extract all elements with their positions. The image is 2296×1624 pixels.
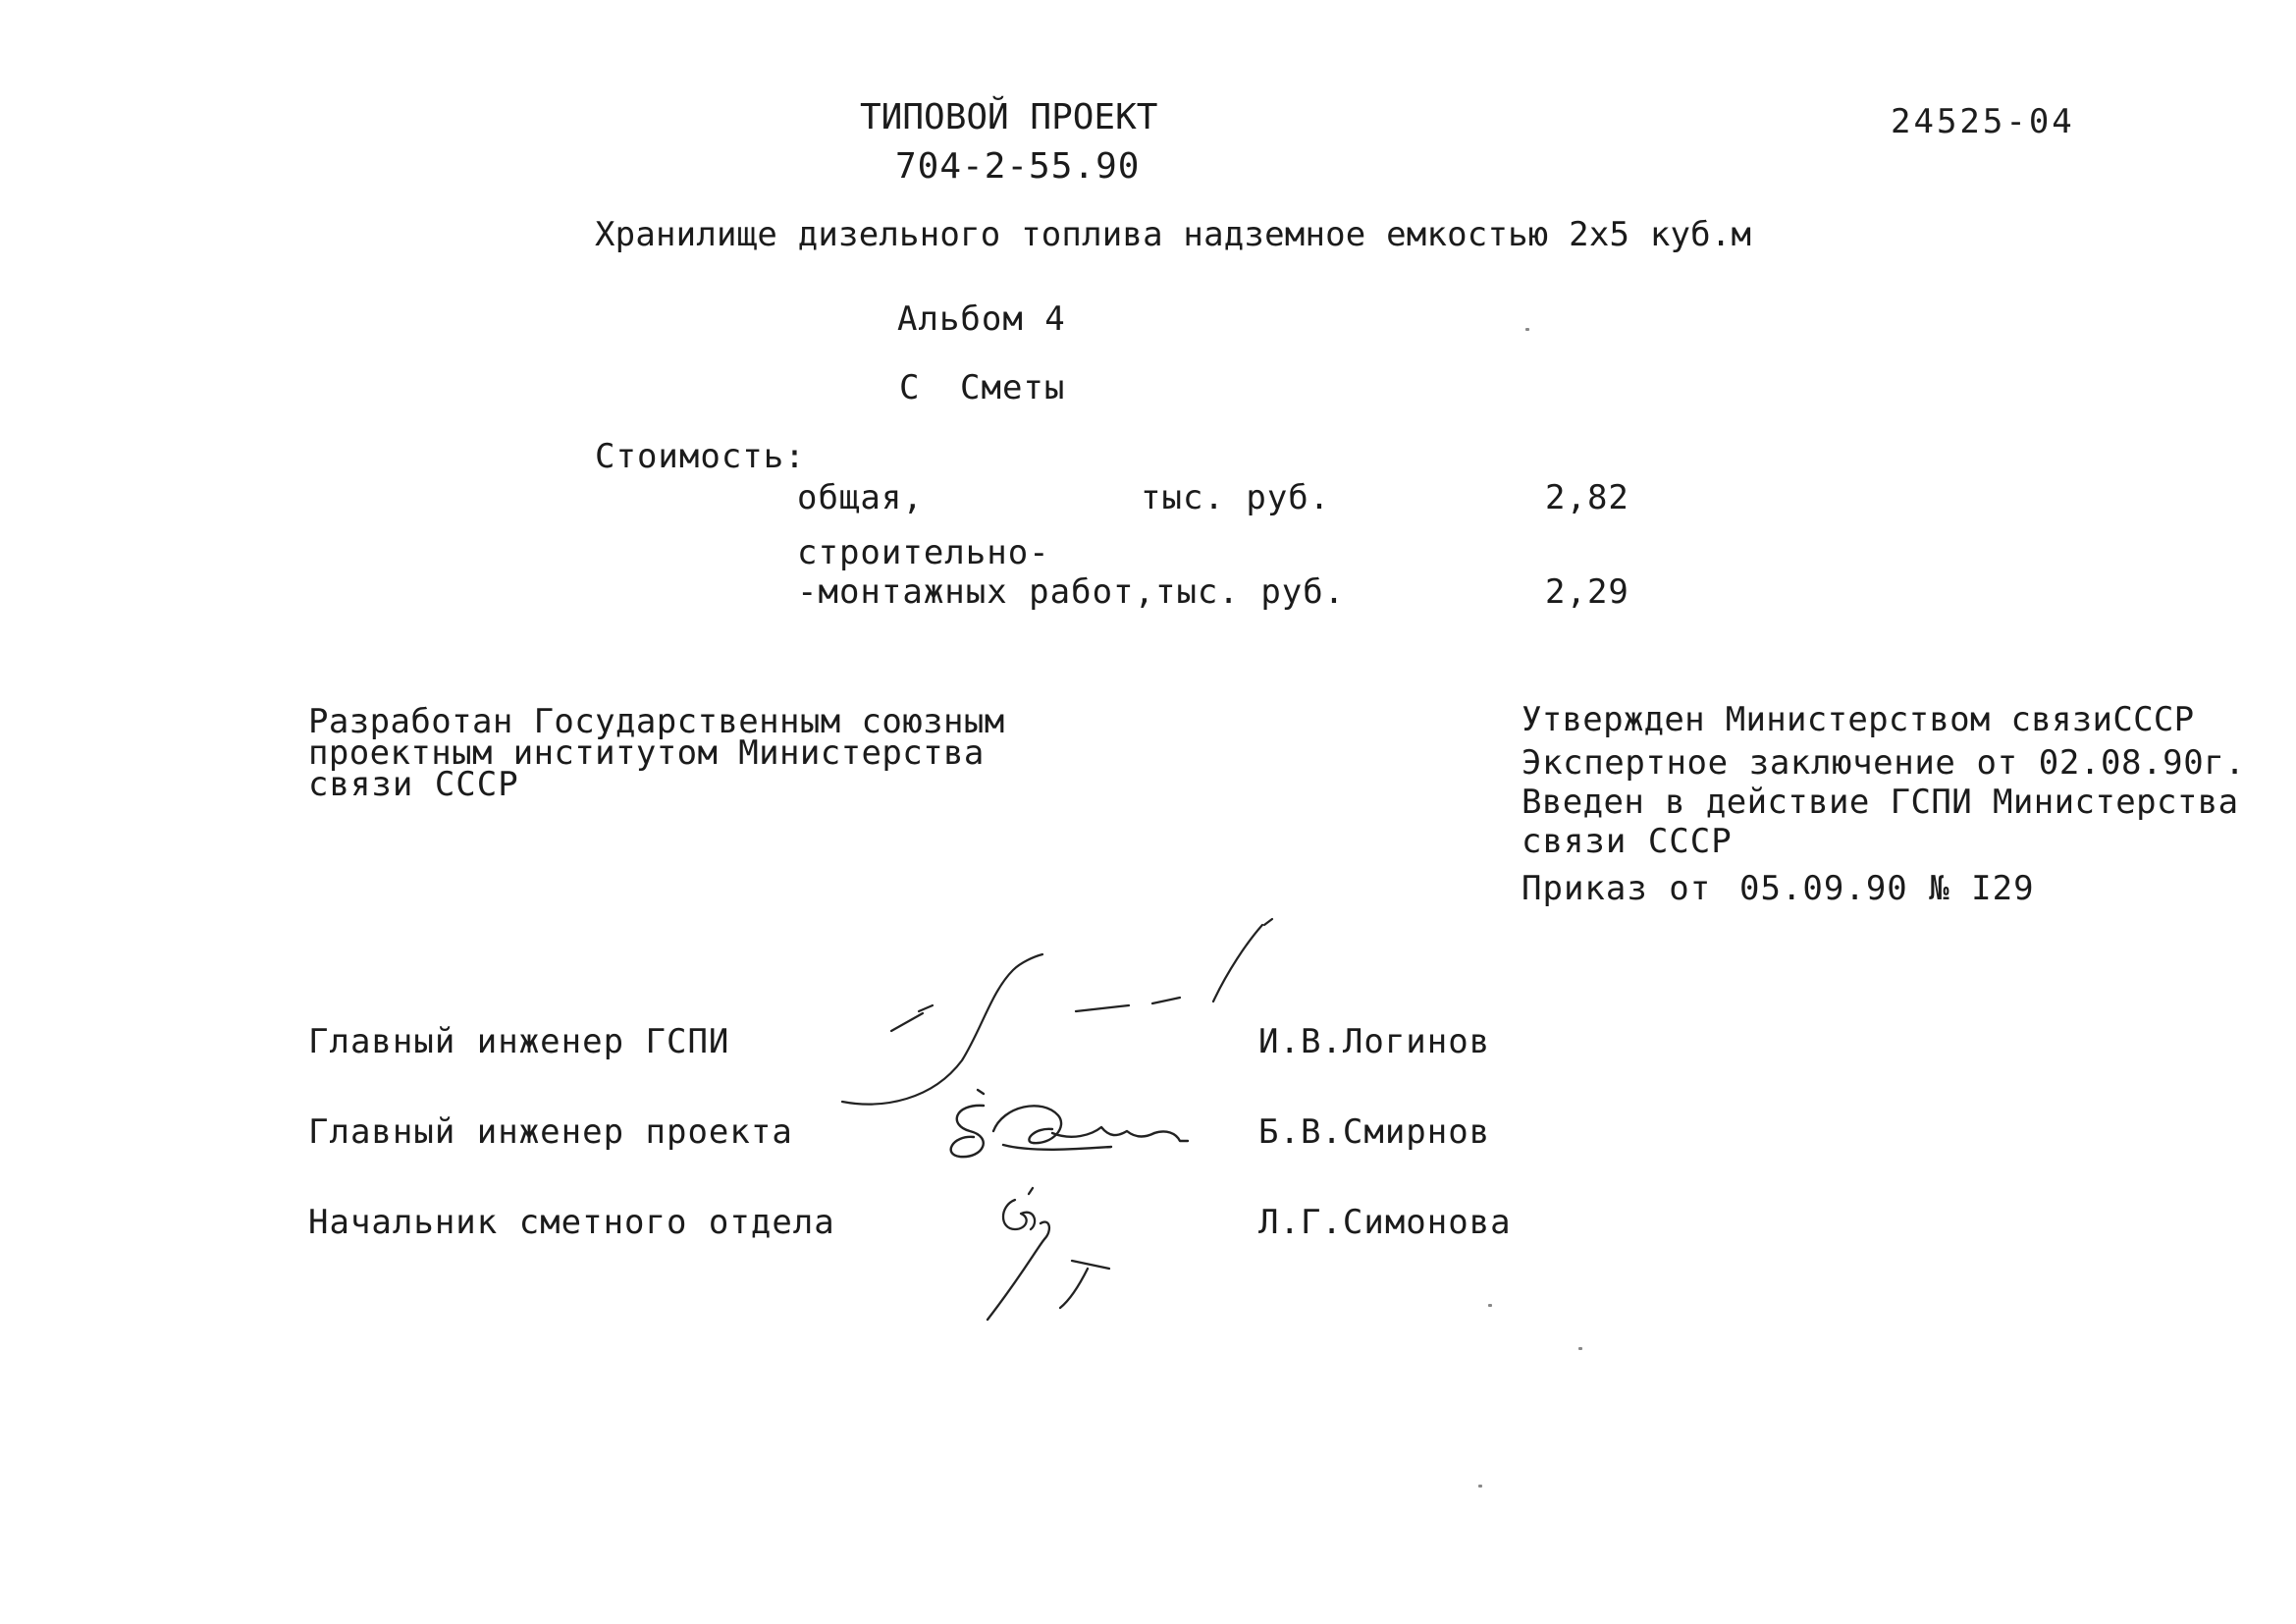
section-name: Сметы xyxy=(960,368,1066,407)
approval-line3: Введен в действие ГСПИ Министерства xyxy=(1522,783,2239,822)
order-label: Приказ от xyxy=(1522,869,1712,908)
signatory-role-2: Главный инженер проекта xyxy=(308,1112,793,1152)
cost-cm-value: 2,29 xyxy=(1545,572,1629,612)
developer-line2: проектным институтом Министерства xyxy=(308,733,985,773)
scan-speck xyxy=(1525,328,1529,331)
album-label: Альбом 4 xyxy=(897,299,1066,339)
approval-line1: Утвержден Министерством связиСССР xyxy=(1522,700,2195,739)
signature-simonova xyxy=(982,1178,1119,1326)
scan-speck xyxy=(1578,1347,1582,1350)
cost-total-value: 2,82 xyxy=(1545,478,1629,517)
section-letter: С xyxy=(899,368,921,407)
scan-speck xyxy=(1488,1304,1492,1307)
approval-line4: связи СССР xyxy=(1522,822,1733,861)
scan-speck xyxy=(1478,1485,1482,1488)
document-type: ТИПОВОЙ ПРОЕКТ xyxy=(860,97,1158,137)
developer-line1: Разработан Государственным союзным xyxy=(308,702,1005,741)
cost-cm-label-line1: строительно- xyxy=(797,533,1050,572)
project-title: Хранилище дизельного топлива надземное емкостью 2х5 куб.м xyxy=(595,215,1752,254)
cost-cm-label-line2: -монтажных работ,тыс. руб. xyxy=(797,572,1346,612)
approval-line2: Экспертное заключение от 02.08.90г. xyxy=(1522,743,2246,783)
inventory-number: 24525-04 xyxy=(1891,102,2075,141)
project-code: 704-2-55.90 xyxy=(895,146,1141,187)
signatory-role-3: Начальник сметного отдела xyxy=(308,1203,835,1242)
signatory-name-3: Л.Г.Симонова xyxy=(1258,1203,1512,1242)
order-value: 05.09.90 № I29 xyxy=(1739,869,2035,908)
signatory-name-2: Б.В.Смирнов xyxy=(1258,1112,1491,1152)
cost-heading: Стоимость: xyxy=(595,437,806,476)
cost-total-label: общая, xyxy=(797,478,924,517)
cost-total-unit: тыс. руб. xyxy=(1141,478,1331,517)
signatory-role-1: Главный инженер ГСПИ xyxy=(308,1022,730,1061)
signatory-name-1: И.В.Логинов xyxy=(1258,1022,1491,1061)
developer-line3: связи СССР xyxy=(308,765,519,804)
signature-smirnov xyxy=(944,1076,1229,1184)
